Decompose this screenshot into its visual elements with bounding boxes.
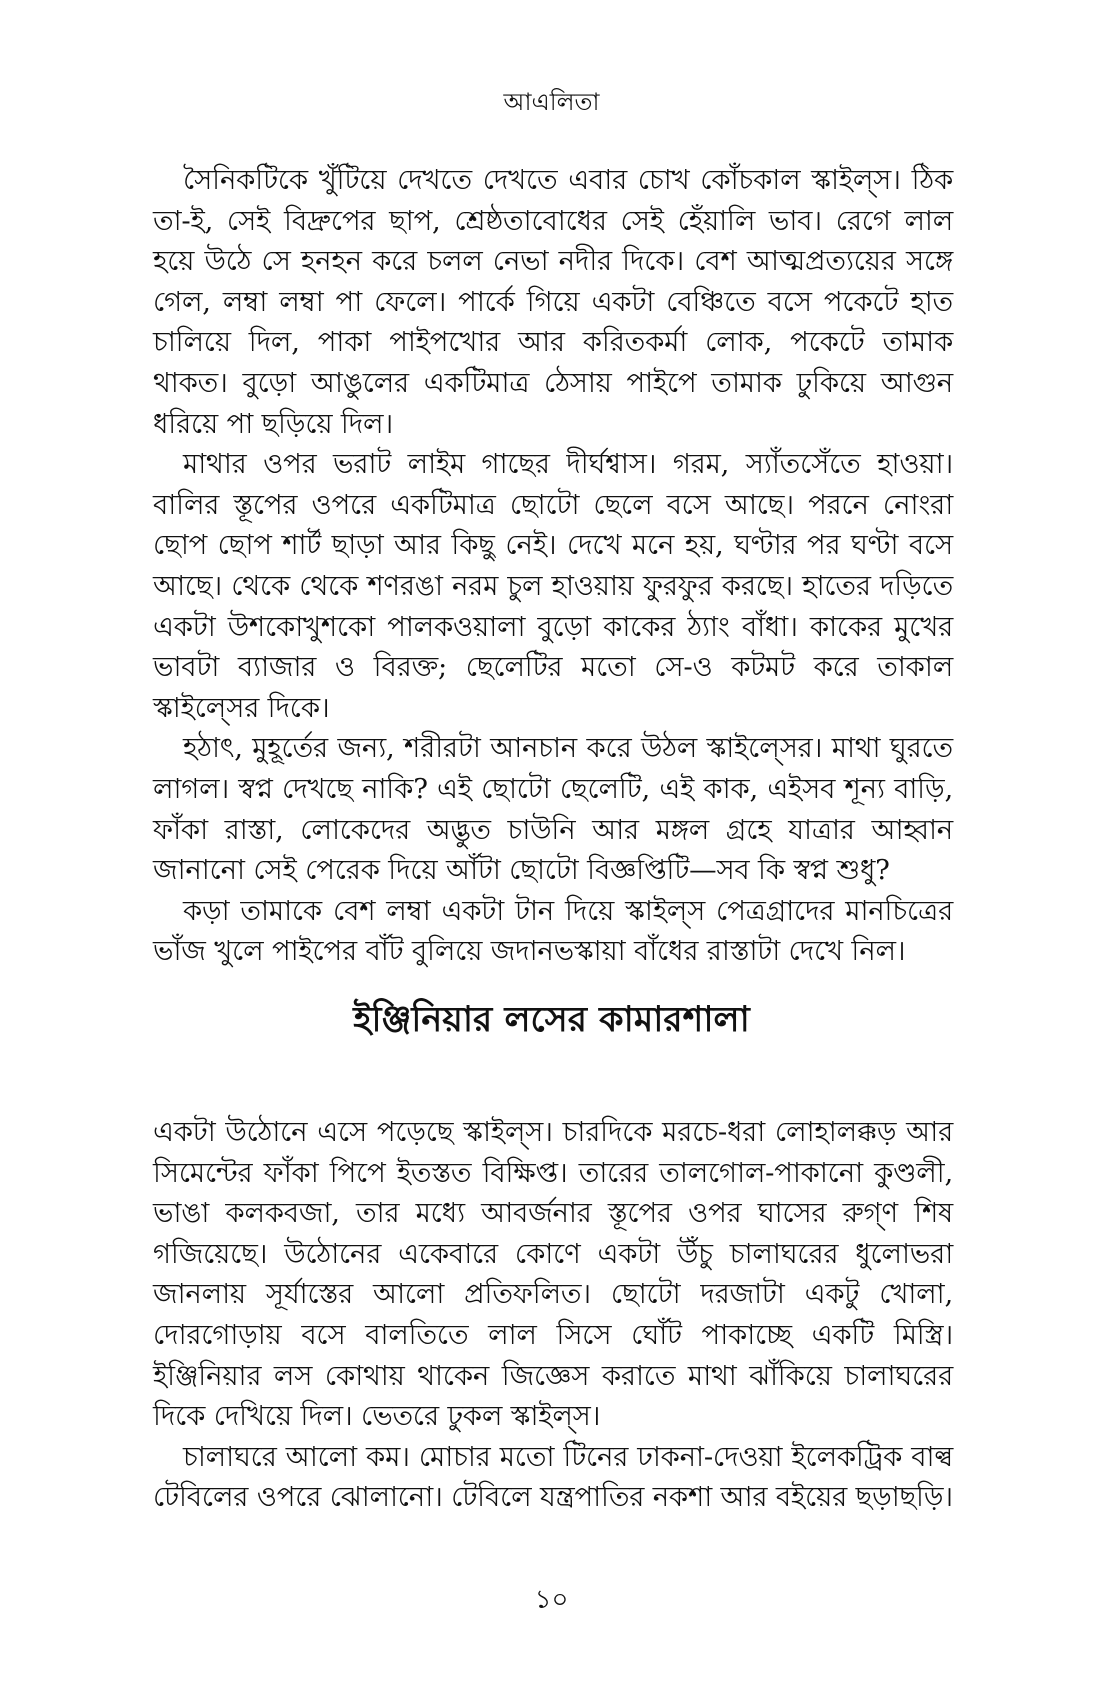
paragraph: মাথার ওপর ভরাট লাইম গাছের দীর্ঘশ্বাস। গরম, স্যাঁতসেঁতে হাওয়া। বালির স্তূপের ওপরে একটিমাত্র ছোটো ছেলে বসে আছে। পরনে নোংরা ছোপ ছোপ শার্ট ছাড়া আর কিছু নেই। দেখে মনে হয়, ঘণ্টার পর ঘণ্টা বসে আছে। থেকে থেকে শণরঙা নরম চুল হাওয়ায় ফুরফুর করছে। হাতের দড়িতে একটা উশকোখুশকো পালকওয়ালা বুড়ো কাকের ঠ্যাং বাঁধা। কাকের মুখের ভাবটা ব্যাজার ও বিরক্ত; ছেলেটির মতো সে-ও কটমট করে তাকাল স্কাইল্সের দিকে।	[153, 448, 953, 724]
paragraph: হঠাৎ, মুহূর্তের জন্য, শরীরটা আনচান করে উঠল স্কাইল্সের। মাথা ঘুরতে লাগল। স্বপ্ন দেখছে নাকি? এই ছোটো ছেলেটি, এই কাক, এইসব শূন্য বাড়ি, ফাঁকা রাস্তা, লোকেদের অদ্ভুত চাউনি আর মঙ্গল গ্রহে যাত্রার আহ্বান জানানো সেই পেরেক দিয়ে আঁটা ছোটো বিজ্ঞপ্তিটি—সব কি স্বপ্ন শুধু?	[153, 732, 953, 887]
paragraph: চালাঘরে আলো কম। মোচার মতো টিনের ঢাকনা-দেওয়া ইলেকট্রিক বাল্ব টেবিলের ওপরে ঝোলানো। টেবিলে যন্ত্রপাতির নকশা আর বইয়ের ছড়াছড়ি।	[153, 1440, 953, 1514]
paragraph: কড়া তামাকে বেশ লম্বা একটা টান দিয়ে স্কাইল্স পেত্রগ্রাদের মানচিত্রের ভাঁজ খুলে পাইপের বাঁট বুলিয়ে জদানভস্কায়া বাঁধের রাস্তাটা দেখে নিল।	[153, 894, 953, 968]
page-number: ১০	[534, 1585, 569, 1615]
body-text-section-1	[153, 160, 953, 972]
running-head: আএলিতা	[503, 88, 600, 116]
paragraph: একটা উঠোনে এসে পড়েছে স্কাইল্স। চারদিকে মরচে-ধরা লোহালক্কড় আর সিমেন্টের ফাঁকা পিপে ইতস্তত বিক্ষিপ্ত। তারের তালগোল-পাকানো কুণ্ডলী, ভাঙা কলকবজা, তার মধ্যে আবর্জনার স্তূপের ওপর ঘাসের রুগ্ণ শিষ গজিয়েছে। উঠোনের একেবারে কোণে একটা উঁচু চালাঘরের ধুলোভরা জানলায় সূর্যাস্তের আলো প্রতিফলিত। ছোটো দরজাটা একটু খোলা, দোরগোড়ায় বসে বালতিতে লাল সিসে ঘোঁট পাকাচ্ছে একটি মিস্ত্রি। ইঞ্জিনিয়ার লস কোথায় থাকেন জিজ্ঞেস করাতে মাথা ঝাঁকিয়ে চালাঘরের দিকে দেখিয়ে দিল। ভেতরে ঢুকল স্কাইল্স।	[153, 1116, 953, 1433]
chapter-title: ইঞ্জিনিয়ার লসের কামারশালা	[353, 999, 750, 1040]
body-text-section-2	[153, 1112, 953, 1518]
paragraph: সৈনিকটিকে খুঁটিয়ে দেখতে দেখতে এবার চোখ কোঁচকাল স্কাইল্স। ঠিক তা-ই, সেই বিদ্রুপের ছাপ, শ্রেষ্ঠতাবোধের সেই হেঁয়ালি ভাব। রেগে লাল হয়ে উঠে সে হনহন করে চলল নেভা নদীর দিকে। বেশ আত্মপ্রত্যয়ের সঙ্গে গেল, লম্বা লম্বা পা ফেলে। পার্কে গিয়ে একটা বেঞ্চিতে বসে পকেটে হাত চালিয়ে দিল, পাকা পাইপখোর আর করিতকর্মা লোক, পকেটে তামাক থাকত। বুড়ো আঙুলের একটিমাত্র ঠেসায় পাইপে তামাক ঢুকিয়ে আগুন ধরিয়ে পা ছড়িয়ে দিল।	[153, 164, 953, 440]
